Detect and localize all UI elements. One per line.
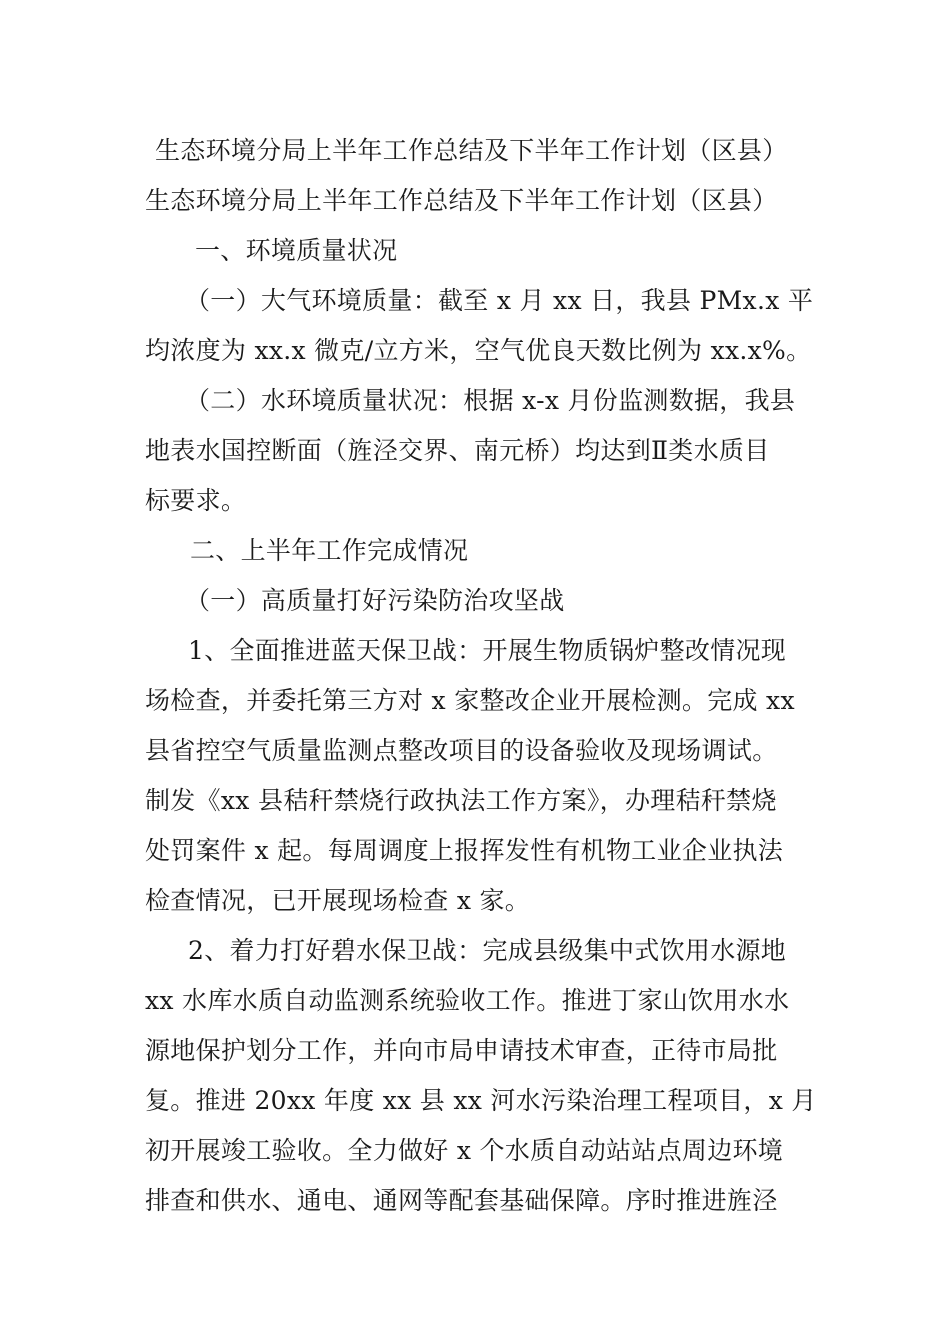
paragraph-line: 标要求。 [145,486,247,515]
paragraph-line: 排查和供水、通电、通网等配套基础保障。序时推进旌泾 [145,1186,778,1215]
paragraph-line: 场检查，并委托第三方对 x 家整改企业开展检测。完成 xx [145,686,795,715]
paragraph-line: 县省控空气质量监测点整改项目的设备验收及现场调试。 [145,736,778,765]
paragraph-line: 初开展竣工验收。全力做好 x 个水质自动站站点周边环境 [145,1136,784,1165]
paragraph-line: 处罚案件 x 起。每周调度上报挥发性有机物工业企业执法 [145,836,784,865]
paragraph-line: 地表水国控断面（旌泾交界、南元桥）均达到Ⅱ类水质目 [145,436,770,465]
subsection-heading-pollution-control: （一）高质量打好污染防治攻坚战 [185,586,565,615]
section-heading-environment-quality: 一、环境质量状况 [195,236,398,265]
document-title-repeat: 生态环境分局上半年工作总结及下半年工作计划（区县） [145,186,778,215]
paragraph-line: （二）水环境质量状况：根据 x-x 月份监测数据，我县 [185,386,796,415]
paragraph-line: （一）大气环境质量：截至 x 月 xx 日，我县 PMx.x 平 [185,286,814,315]
paragraph-line: 1、全面推进蓝天保卫战：开展生物质锅炉整改情况现 [188,636,787,665]
paragraph-line: 检查情况，已开展现场检查 x 家。 [145,886,531,915]
document-title: 生态环境分局上半年工作总结及下半年工作计划（区县） [155,136,788,165]
paragraph-line: xx 水库水质自动监测系统验收工作。推进丁家山饮用水水 [145,986,790,1015]
paragraph-line: 均浓度为 xx.x 微克/立方米，空气优良天数比例为 xx.x%。 [145,336,812,365]
paragraph-line: 2、着力打好碧水保卫战：完成县级集中式饮用水源地 [188,936,787,965]
paragraph-line: 复。推进 20xx 年度 xx 县 xx 河水污染治理工程项目，x 月 [145,1086,817,1115]
paragraph-line: 制发《xx 县秸秆禁烧行政执法工作方案》，办理秸秆禁烧 [145,786,777,815]
section-heading-first-half-work: 二、上半年工作完成情况 [190,536,469,565]
paragraph-line: 源地保护划分工作，并向市局申请技术审查，正待市局批 [145,1036,778,1065]
